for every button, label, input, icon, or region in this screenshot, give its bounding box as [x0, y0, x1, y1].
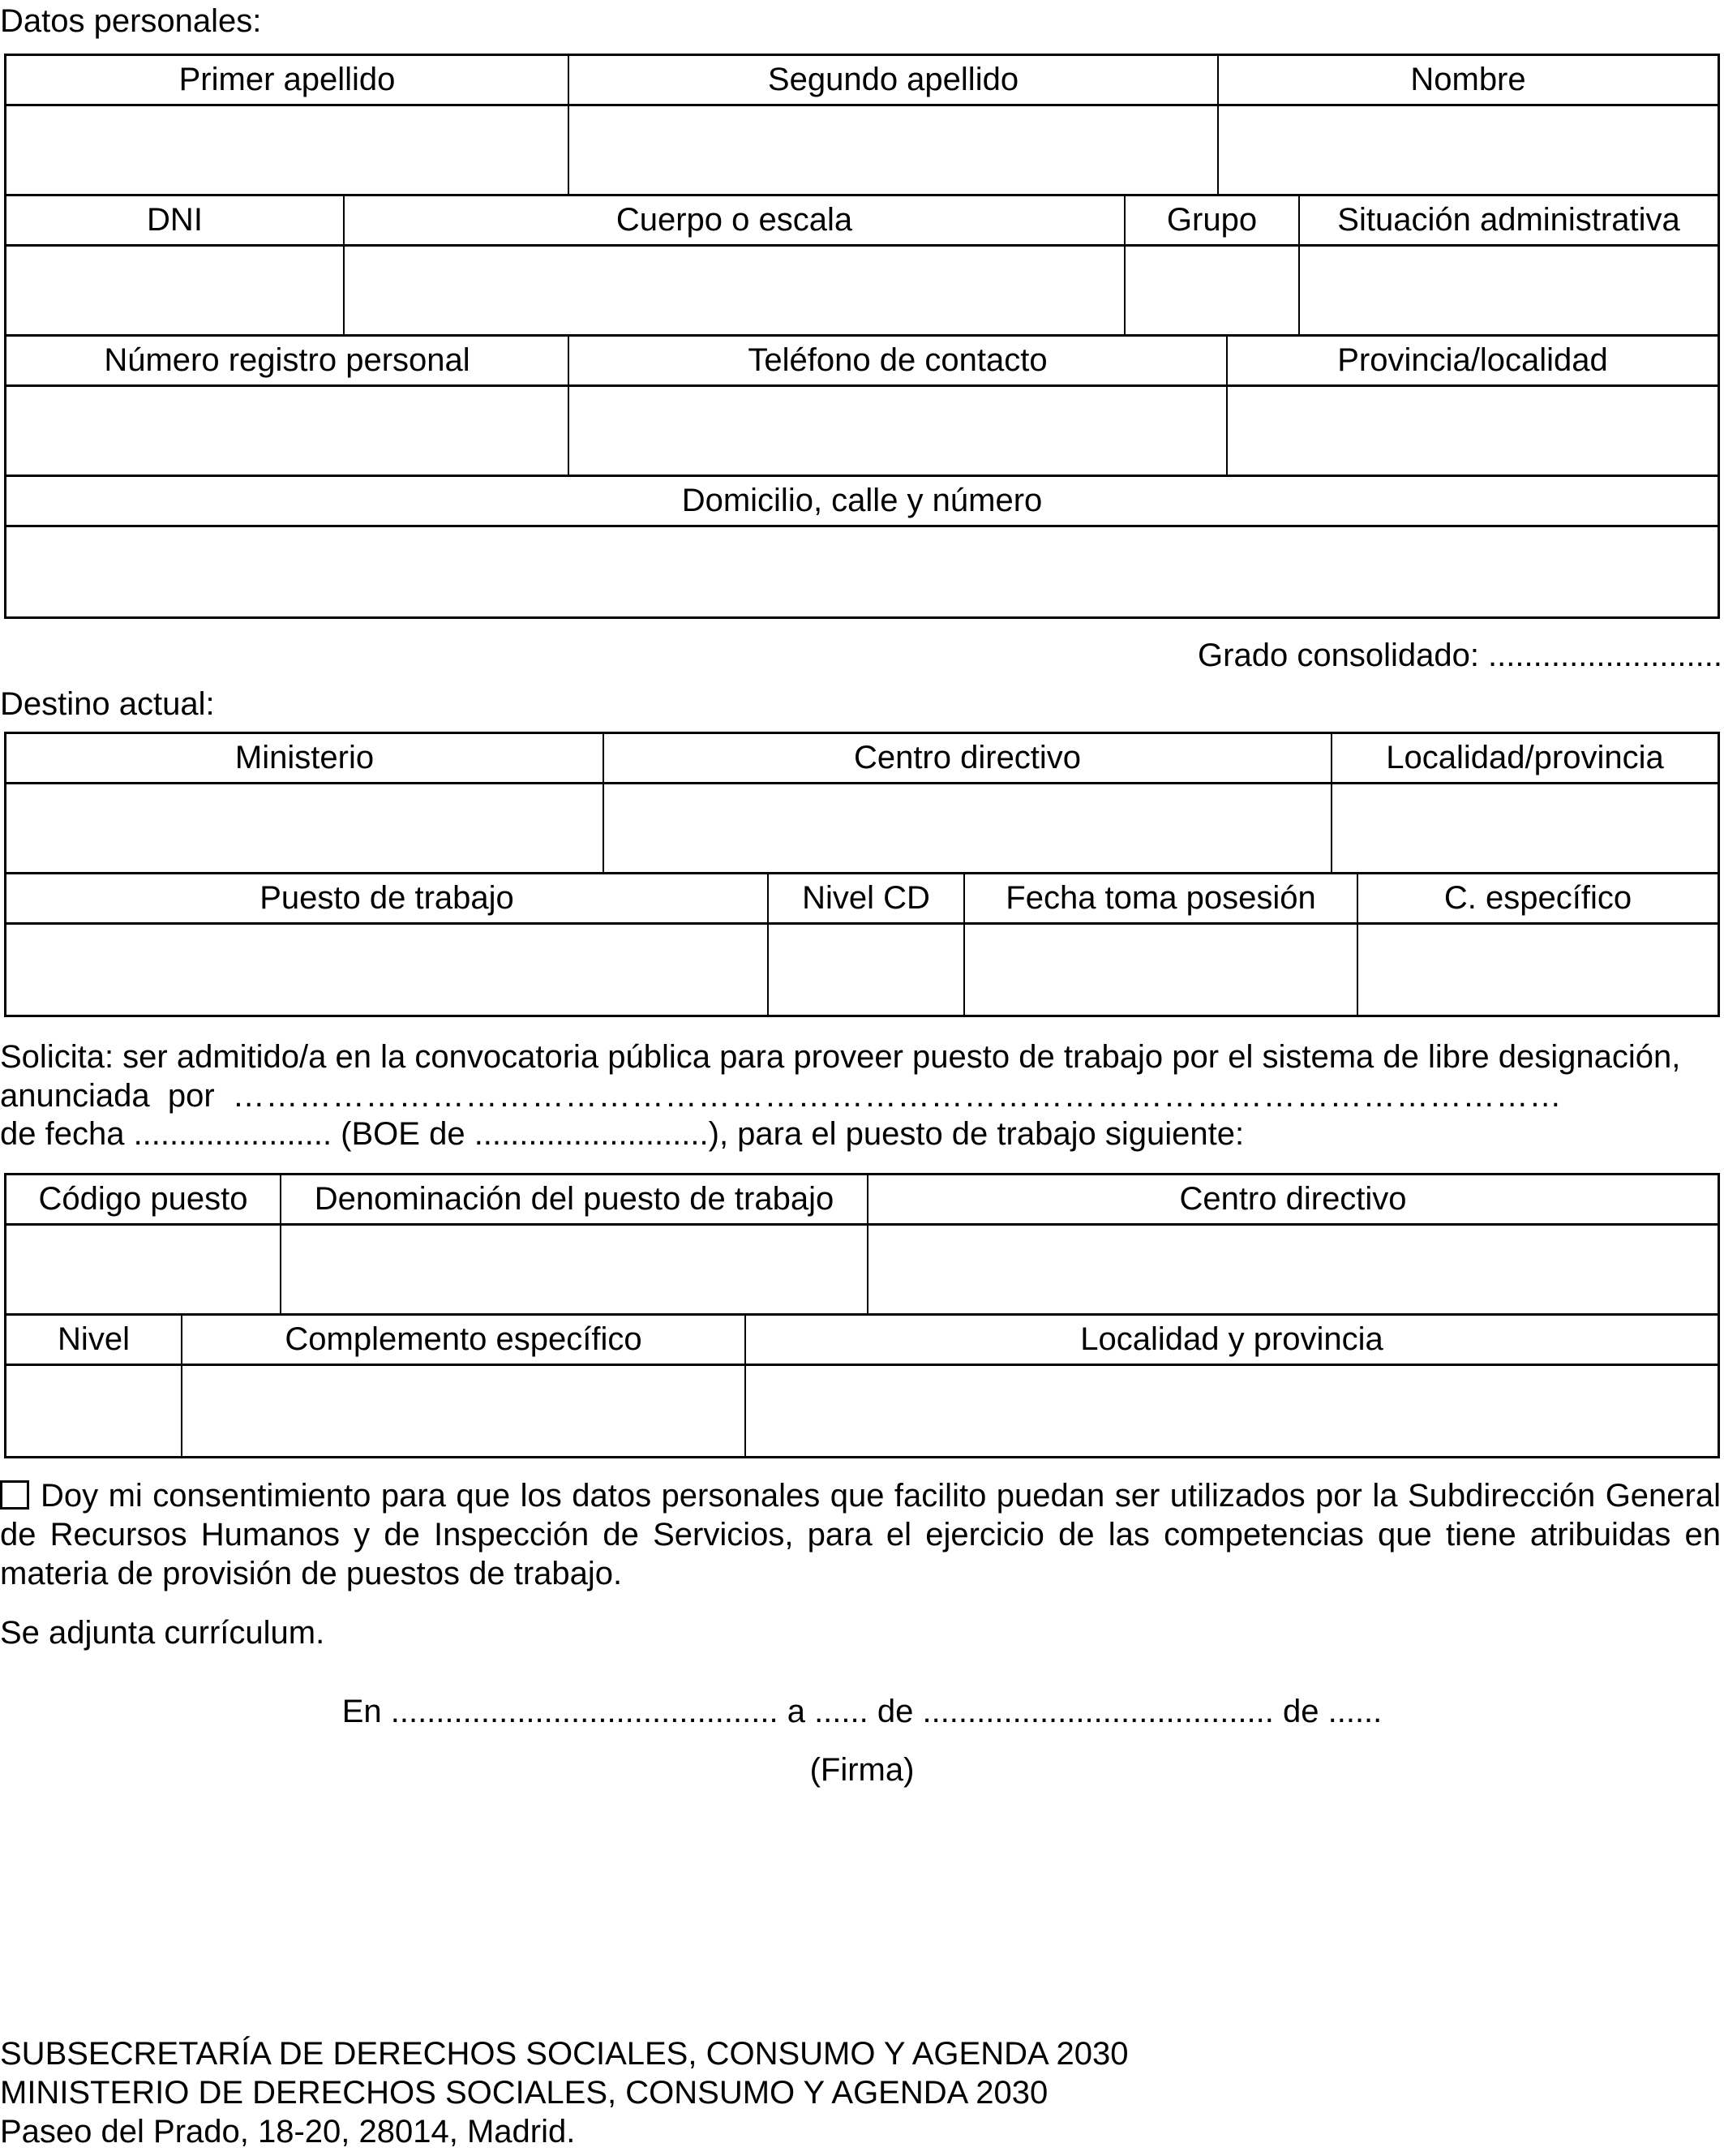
centro-directivo-field[interactable] — [603, 784, 1331, 872]
destino-header-row-1 — [6, 734, 1718, 784]
nivel-input[interactable] — [6, 1366, 181, 1456]
grupo-field[interactable] — [1124, 247, 1298, 334]
denominacion-puesto-field[interactable] — [280, 1226, 867, 1313]
header-nombre: Nombre — [1217, 56, 1718, 104]
codigo-puesto-field[interactable] — [6, 1226, 280, 1313]
cuerpo-escala-field[interactable] — [343, 247, 1124, 334]
grado-consolidado: Grado consolidado: .......................... — [1198, 638, 1722, 673]
footer-address: Paseo del Prado, 18-20, 28014, Madrid. — [0, 2114, 576, 2150]
footer-subsecretaria: SUBSECRETARÍA DE DERECHOS SOCIALES, CONSUMO Y AGENDA 2030 — [0, 2036, 1129, 2072]
personal-data-row-4 — [6, 527, 1718, 616]
header-provincia-localidad: Provincia/localidad — [1226, 337, 1718, 384]
header-grupo: Grupo — [1124, 196, 1298, 244]
complemento-especifico-input[interactable] — [182, 1366, 744, 1456]
solicita-line-3: de fecha ...................... (BOE de ..........................), para el puesto de trabajo siguiente: — [0, 1116, 1245, 1152]
header-localidad-y-provincia: Localidad y provincia — [744, 1316, 1718, 1364]
centro-directivo-input[interactable] — [604, 784, 1331, 872]
numero-registro-personal-field[interactable] — [6, 387, 568, 475]
localidad-y-provincia-field[interactable] — [744, 1366, 1718, 1456]
header-fecha-toma-posesion: Fecha toma posesión — [963, 874, 1357, 922]
consent-text: Doy mi consentimiento para que los datos personales que facilito puedan ser utilizados por la Subdirección General de Recursos Humanos y de Inspección de Servicios, para el ejercicio de las competencias que tiene atribuidas en materia de provisión de puestos de trabajo. — [0, 1478, 1721, 1591]
telefono-contacto-field[interactable] — [568, 387, 1226, 475]
situacion-administrativa-input[interactable] — [1300, 247, 1718, 334]
segundo-apellido-input[interactable] — [569, 106, 1217, 194]
c-especifico-field[interactable] — [1357, 925, 1718, 1015]
cuerpo-escala-input[interactable] — [345, 247, 1124, 334]
place-date-line[interactable]: En ........................................... a ...... de ....................................... de ...... — [341, 1694, 1383, 1729]
personal-data-row-2 — [6, 247, 1718, 337]
numero-registro-personal-input[interactable] — [6, 387, 568, 475]
header-primer-apellido: Primer apellido — [178, 62, 396, 97]
puesto-trabajo-field[interactable] — [6, 925, 767, 1015]
puesto-data-row-1 — [6, 1226, 1718, 1316]
personal-data-row-3 — [6, 387, 1718, 477]
header-dni: DNI — [147, 202, 203, 238]
firma-label: (Firma) — [809, 1752, 915, 1788]
header-nivel-cd: Nivel CD — [767, 874, 963, 922]
denominacion-puesto-input[interactable] — [281, 1226, 867, 1313]
destino-data-row-1 — [6, 784, 1718, 874]
header-puesto-trabajo: Puesto de trabajo — [259, 880, 514, 916]
localidad-provincia-input[interactable] — [1332, 784, 1718, 872]
ministerio-field[interactable] — [6, 784, 603, 872]
domicilio-input[interactable] — [6, 527, 1718, 616]
destino-header-row-2 — [6, 874, 1718, 925]
header-c-especifico: C. específico — [1357, 874, 1718, 922]
personal-header-row-2 — [6, 196, 1718, 247]
header-numero-registro-personal: Número registro personal — [104, 342, 470, 378]
consent-paragraph — [0, 1476, 1721, 1593]
destino-actual-table — [4, 732, 1720, 1017]
section-title-datos-personales: Datos personales: — [0, 3, 262, 39]
nivel-field[interactable] — [6, 1366, 181, 1456]
header-nivel: Nivel — [58, 1321, 130, 1357]
nivel-cd-field[interactable] — [767, 925, 963, 1015]
codigo-puesto-input[interactable] — [6, 1226, 280, 1313]
personal-data-row-1 — [6, 106, 1718, 196]
puesto-data-row-2 — [6, 1366, 1718, 1456]
header-localidad-provincia: Localidad/provincia — [1331, 734, 1718, 782]
complemento-especifico-field[interactable] — [181, 1366, 744, 1456]
grupo-input[interactable] — [1126, 247, 1298, 334]
localidad-y-provincia-input[interactable] — [746, 1366, 1718, 1456]
header-ministerio: Ministerio — [234, 740, 375, 775]
situacion-administrativa-field[interactable] — [1298, 247, 1718, 334]
solicita-line-1: Solicita: ser admitido/a en la convocatoria pública para proveer puesto de trabajo por el sistema de libre designación, — [0, 1039, 1681, 1075]
puesto-trabajo-input[interactable] — [6, 925, 767, 1015]
primer-apellido-input[interactable] — [6, 106, 568, 194]
header-cuerpo-escala: Cuerpo o escala — [343, 196, 1124, 244]
consent-checkbox[interactable] — [0, 1480, 29, 1510]
nombre-field[interactable] — [1217, 106, 1718, 194]
c-especifico-input[interactable] — [1358, 925, 1718, 1015]
nivel-cd-input[interactable] — [769, 925, 963, 1015]
header-codigo-puesto: Código puesto — [38, 1181, 248, 1217]
header-complemento-especifico: Complemento específico — [181, 1316, 744, 1364]
solicita-line-2 — [0, 1080, 1721, 1112]
fecha-toma-posesion-field[interactable] — [963, 925, 1357, 1015]
ministerio-input[interactable] — [6, 784, 603, 872]
header-centro-directivo-puesto: Centro directivo — [867, 1175, 1718, 1223]
puesto-header-row-1 — [6, 1175, 1718, 1226]
provincia-localidad-input[interactable] — [1228, 387, 1718, 475]
personal-data-table — [4, 54, 1720, 619]
primer-apellido-field[interactable] — [6, 106, 568, 194]
personal-header-row-3 — [6, 337, 1718, 387]
header-telefono-contacto: Teléfono de contacto — [568, 337, 1226, 384]
centro-directivo-puesto-input[interactable] — [868, 1226, 1718, 1313]
destino-data-row-2 — [6, 925, 1718, 1015]
section-title-destino-actual: Destino actual: — [0, 686, 215, 722]
header-situacion-administrativa: Situación administrativa — [1298, 196, 1718, 244]
centro-directivo-puesto-field[interactable] — [867, 1226, 1718, 1313]
segundo-apellido-field[interactable] — [568, 106, 1217, 194]
anunciada-por-label: anunciada por — [0, 1078, 215, 1114]
fecha-toma-posesion-input[interactable] — [965, 925, 1357, 1015]
personal-header-row-1 — [6, 56, 1718, 106]
personal-header-row-4 — [6, 477, 1718, 527]
nombre-input[interactable] — [1219, 106, 1718, 194]
anunciada-por-dots[interactable]: ………………………………………………………………………………………………………… — [232, 1080, 1563, 1112]
header-domicilio: Domicilio, calle y número — [681, 483, 1043, 518]
dni-input[interactable] — [6, 247, 343, 334]
header-centro-directivo: Centro directivo — [603, 734, 1331, 782]
dni-field[interactable] — [6, 247, 343, 334]
provincia-localidad-field[interactable] — [1226, 387, 1718, 475]
telefono-contacto-input[interactable] — [569, 387, 1226, 475]
curriculum-note: Se adjunta currículum. — [0, 1615, 325, 1651]
footer-ministerio: MINISTERIO DE DERECHOS SOCIALES, CONSUMO Y AGENDA 2030 — [0, 2075, 1049, 2111]
domicilio-field[interactable] — [6, 527, 1718, 616]
puesto-header-row-2 — [6, 1316, 1718, 1366]
header-denominacion-puesto: Denominación del puesto de trabajo — [280, 1175, 867, 1223]
localidad-provincia-field[interactable] — [1331, 784, 1718, 872]
puesto-solicitado-table — [4, 1173, 1720, 1458]
header-segundo-apellido: Segundo apellido — [568, 56, 1217, 104]
